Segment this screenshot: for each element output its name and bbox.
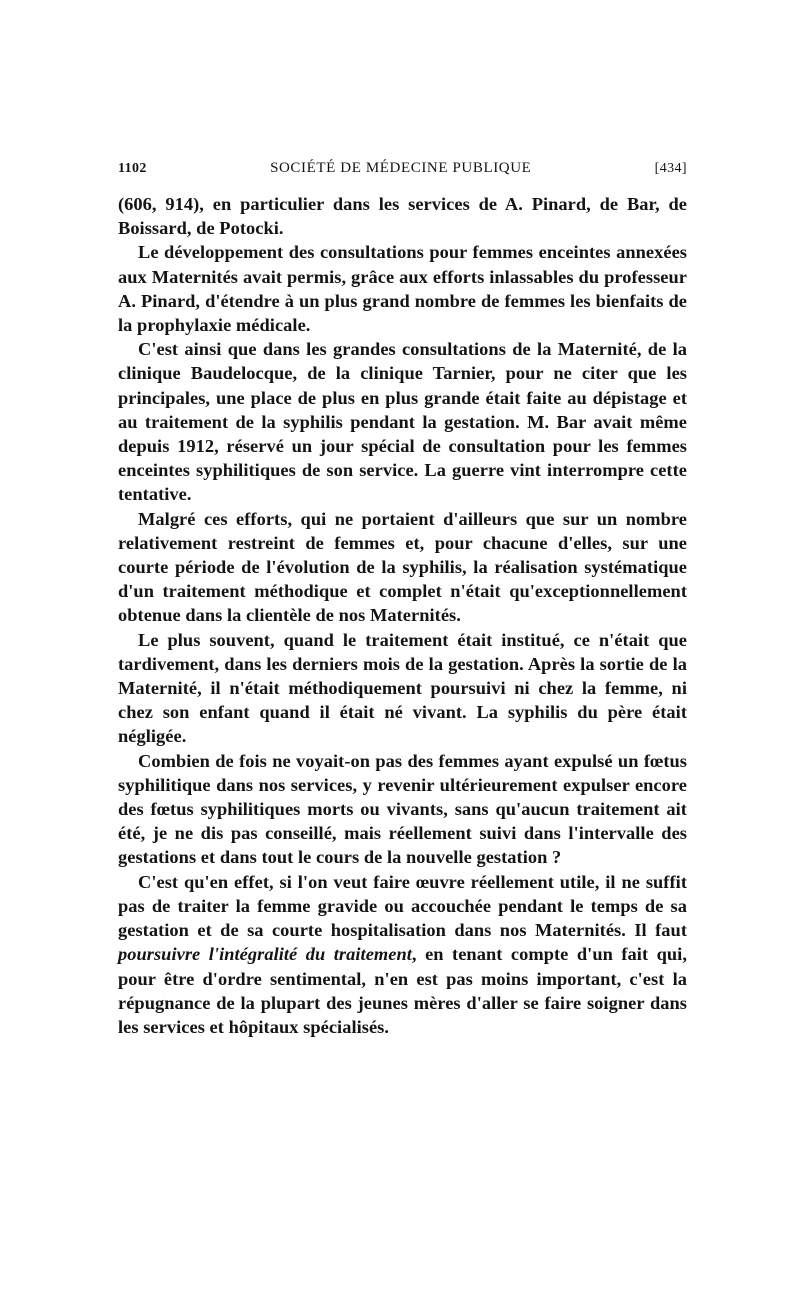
paragraph-2: Le développement des consultations pour femmes enceintes annexées aux Maternités avait permis, grâce aux efforts inlassables du professeur A. Pinard, d'étendre à un plus grand nombre de femmes les bienfaits de la prophylaxie médicale. — [118, 242, 687, 336]
paragraph-7-emphasis: poursuivre l'intégralité du traitement — [118, 944, 412, 965]
page-body — [118, 192, 687, 1039]
running-title: SOCIÉTÉ DE MÉDECINE PUBLIQUE — [270, 160, 532, 176]
paragraph-7-text-before: C'est qu'en effet, si l'on veut faire œuvre réellement utile, il ne suffit pas de traiter la femme gravide ou accouchée pendant le temps de sa gestation et de sa courte hospitalisation dans nos Maternités. Il faut — [118, 871, 687, 941]
paragraph-6: Combien de fois ne voyait-on pas des femmes ayant expulsé un fœtus syphilitique dans nos services, y revenir ultérieurement expulser encore des fœtus syphilitiques morts ou vivants, sans qu'aucun traitement ait été, je ne dis pas conseillé, mais réellement suivi dans l'intervalle des gestations et dans tout le cours de la nouvelle gestation ? — [118, 750, 687, 868]
paragraph-7-text-after: , en tenant compte d'un fait qui, pour être d'ordre sentimental, n'en est pas moins important, c'est la répugnance de la plupart des jeunes mères d'aller se faire soigner dans les services et hôpitaux spécialisés. — [118, 944, 687, 1037]
book-page — [118, 160, 687, 1039]
paragraph-3: C'est ainsi que dans les grandes consultations de la Maternité, de la clinique Baudelocque, de la clinique Tarnier, pour ne citer que les principales, une place de plus en plus grande était faite au dépistage et au traitement de la syphilis pendant la gestation. M. Bar avait même depuis 1912, réservé un jour spécial de consultation pour les femmes enceintes syphilitiques de son service. La guerre vint interrompre cette tentative. — [118, 339, 687, 505]
running-header — [118, 160, 687, 186]
paragraph-4: Malgré ces efforts, qui ne portaient d'ailleurs que sur un nombre relativement restreint de femmes et, pour chacune d'elles, sur une courte période de l'évolution de la syphilis, la réalisation systématique d'un traitement méthodique et complet n'était qu'exceptionnellement obtenue dans la clientèle de nos Maternités. — [118, 508, 687, 626]
paragraph-7 — [118, 870, 687, 1039]
bracket-reference: [434] — [654, 161, 687, 176]
page-number: 1102 — [118, 161, 147, 176]
paragraph-1: (606, 914), en particulier dans les services de A. Pinard, de Bar, de Boissard, de Potocki. — [118, 194, 687, 239]
paragraph-5: Le plus souvent, quand le traitement était institué, ce n'était que tardivement, dans les derniers mois de la gestation. Après la sortie de la Maternité, il n'était méthodiquement poursuivi ni chez la femme, ni chez son enfant quand il était né vivant. La syphilis du père était négligée. — [118, 629, 687, 747]
